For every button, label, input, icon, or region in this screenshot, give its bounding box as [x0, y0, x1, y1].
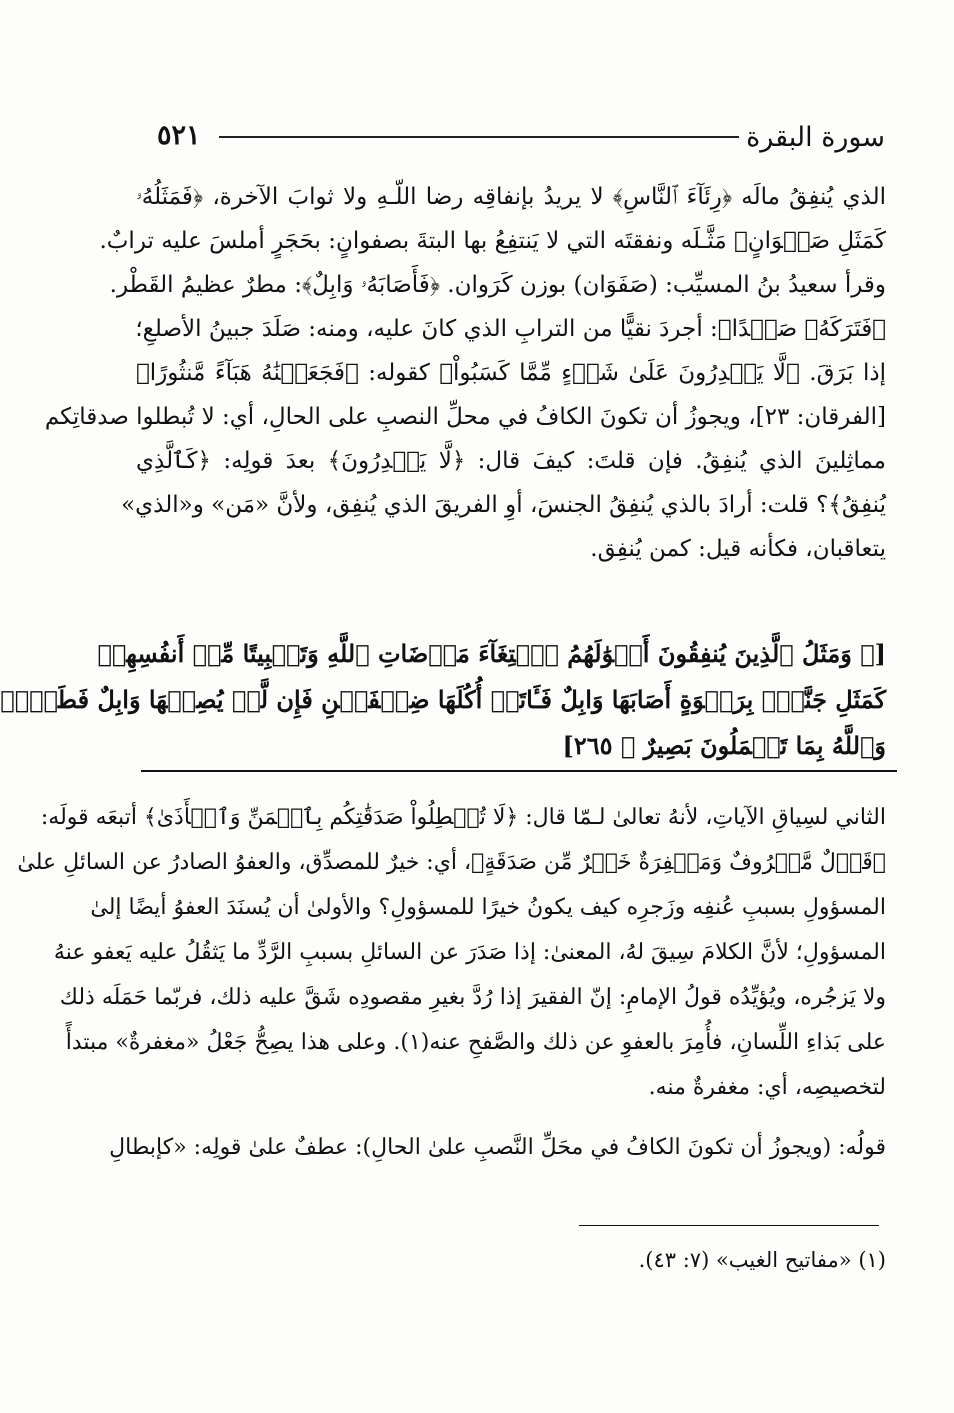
commentary-line: ﴿قَوۡلٌ مَّعۡرُوفٌ وَمَغۡفِرَةٌ خَيۡرٌ مِّن صَدَقَةٍ﴾، أي: خيرٌ للمصدِّق، والعفوُ الصادرُ عن السائلِ علىٰ	[17, 850, 886, 875]
verse-line: وَٱللَّهُ بِمَا تَعۡمَلُونَ بَصِيرٌ ﴾ ٢٦٥]	[562, 731, 886, 760]
main-text-line: وقرأ سعيدُ بنُ المسيِّب: (صَفَوَان) بوزن كَرَوان. ﴿فَأَصَابَهُۥ وَابِلٌ﴾: مطرٌ عظيمُ القَطْر.	[109, 272, 886, 298]
footnote: (١) «مفاتيح الغيب» (٧: ٤٣).	[638, 1248, 886, 1272]
main-text-line: كَمَثَلِ صَفۡوَانٍ﴾ مَثَّـلَه ونفقتَه التي لا يَنتفِعُ بها البتةَ بصفوانٍ: بحَجَرٍ أملسَ عليه ترابٌ.	[99, 228, 886, 254]
main-text-line: يُنفِقُ﴾؟ قلت: أرادَ بالذي يُنفِقُ الجنسَ، أوِ الفريقَ الذي يُنفِق، ولأنَّ «مَن» و«الذي»	[121, 492, 886, 518]
main-text-line: مماثِلينَ الذي يُنفِقُ. فإن قلتَ: كيفَ قال: ﴿لَّا يَقۡدِرُونَ﴾ بعدَ قولِه: ﴿كَٱلَّذِي	[136, 448, 886, 474]
commentary-line: المسؤولِ بسببِ عُنفِه وزَجرِه كيف يكونُ خيرًا للمسؤولِ؟ والأولىٰ أن يُسنَدَ العفوُ أيضًا إلىٰ	[90, 895, 886, 920]
page-number: ٥٢١	[157, 120, 201, 151]
header-rule	[219, 136, 739, 138]
commentary-line: قولُه: (ويجوزُ أن تكونَ الكافُ في محَلِّ النَّصبِ علىٰ الحالِ): عطفٌ علىٰ قولِه: «كإبطالِ	[109, 1135, 886, 1160]
commentary-line: ولا يَزجُره، ويُؤيِّدُه قولُ الإمامِ: إنّ الفقيرَ إذا رُدَّ بغيرِ مقصودِه شَقَّ عليه ذلك، فربّما حَمَلَه ذلك	[59, 985, 886, 1010]
commentary-line: على بَذاءِ اللِّسانِ، فأُمِرَ بالعفوِ عن ذلك والصَّفحِ عنه(١). وعلى هذا يصِحُّ جَعْلُ «مغفرةٌ» مبتدأً	[65, 1030, 886, 1055]
commentary-line: المسؤولِ؛ لأنَّ الكلامَ سِيقَ لهُ، المعنىٰ: إذا صَدَرَ عن السائلِ بسببِ الرَّدِّ ما يَثقُلُ عليه يَعفو عنهُ	[53, 940, 886, 965]
main-text-line: يتعاقبان، فكأنه قيل: كمن يُنفِق.	[590, 536, 886, 562]
commentary-line: لتخصيصِه، أي: مغفرةٌ منه.	[648, 1075, 886, 1100]
surah-title: سورة البقرة	[746, 122, 885, 153]
commentary-line: الثاني لسِياقِ الآياتِ، لأنهُ تعالىٰ لـمّا قال: ﴿لَا تُبۡطِلُواْ صَدَقَٰتِكُم بِٱلۡمَنِّ وَٱلۡأَذَىٰ﴾ أتبعَه قولَه:	[40, 805, 886, 830]
verse-line: [﴿ وَمَثَلُ ٱلَّذِينَ يُنفِقُونَ أَمۡوَٰلَهُمُ ٱبۡتِغَآءَ مَرۡضَاتِ ٱللَّهِ وَتَثۡبِيتًا مِّنۡ أَنفُسِهِمۡ	[97, 639, 886, 668]
main-text-line: إذا بَرَقَ. ﴿لَّا يَقۡدِرُونَ عَلَىٰ شَيۡءٍ مِّمَّا كَسَبُواْ﴾ كقوله: ﴿فَجَعَلۡنَٰهُ هَبَآءً مَّنثُورًا﴾	[136, 360, 886, 386]
section-divider	[141, 770, 897, 772]
page-header	[157, 112, 885, 172]
footnote-rule	[579, 1225, 879, 1226]
main-text-line: ﴿فَتَرَكَهُۥ صَلۡدًا﴾: أجردَ نقيًّا من الترابِ الذي كانَ عليه، ومنه: صَلَدَ جبينُ الأصلعِ؛	[135, 316, 886, 342]
main-text-line: الذي يُنفِقُ مالَه ﴿رِئَآءَ ٱلنَّاسِ﴾ لا يريدُ بإنفاقِه رضا اللّـهِ ولا ثوابَ الآخرة، ﴿فَمَثَلُهُۥ	[136, 184, 886, 210]
verse-line: كَمَثَلِ جَنَّةِۭ بِرَبۡوَةٍ أَصَابَهَا وَابِلٌ فَـَٔاتَتۡ أُكُلَهَا ضِعۡفَيۡنِ فَإِن لَّمۡ يُصِبۡهَا وَابِلٌ فَطَلٌّۗ	[0, 685, 886, 714]
main-text-line: [الفرقان: ٢٣]، ويجوزُ أن تكونَ الكافُ في محلِّ النصبِ على الحالِ، أي: لا تُبطلوا صدقاتِكم	[44, 404, 886, 430]
